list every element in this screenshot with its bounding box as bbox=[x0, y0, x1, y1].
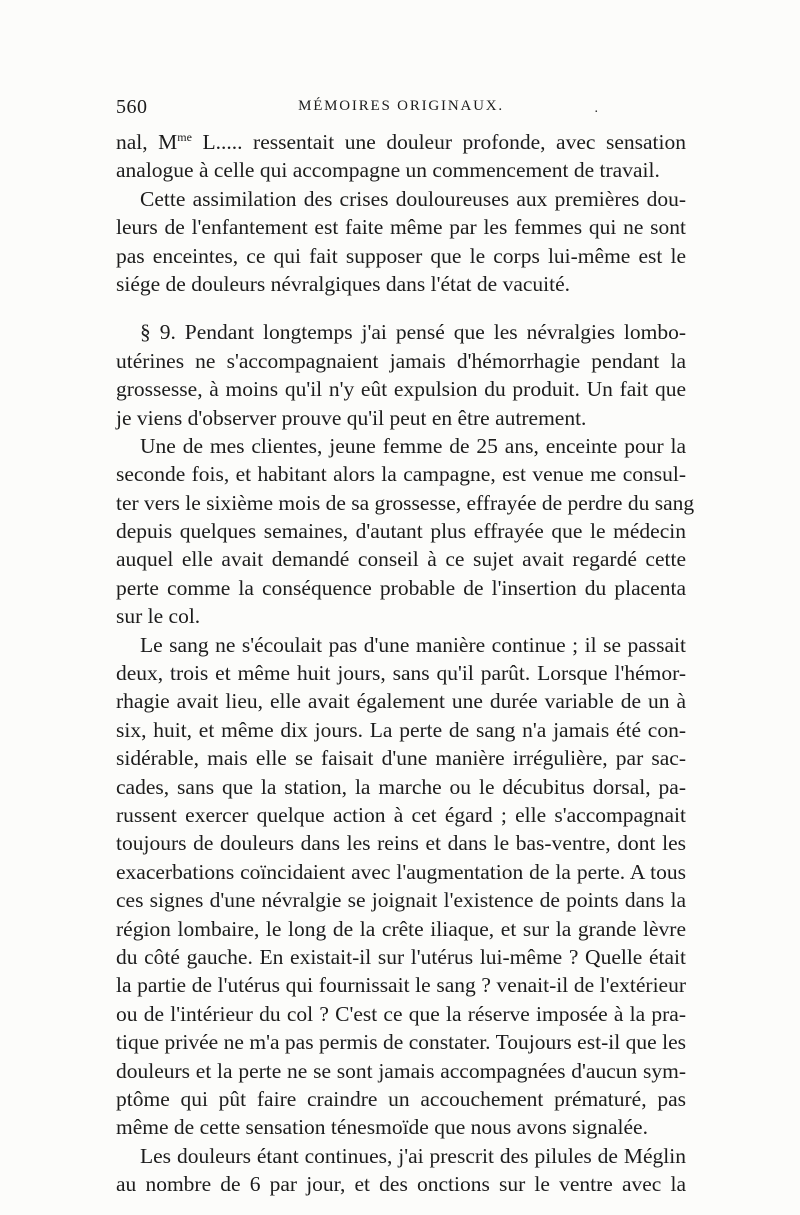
text-line: toujours de douleurs dans les reins et dans le bas-ventre, dont les bbox=[116, 831, 686, 856]
text-line: ces signes d'une névralgie se joignait l'existence de points dans la bbox=[116, 888, 686, 913]
text-line: deux, trois et même huit jours, sans qu'il parût. Lorsque l'hémor- bbox=[116, 661, 686, 686]
text-line: du côté gauche. En existait-il sur l'utérus lui-même ? Quelle était bbox=[116, 944, 686, 969]
text-line: siége de douleurs névralgiques dans l'état de vacuité. bbox=[116, 271, 571, 296]
page-header bbox=[116, 96, 686, 124]
paragraph-gap bbox=[116, 298, 686, 318]
header-mark: . bbox=[594, 101, 598, 116]
running-title: MÉMOIRES ORIGINAUX. bbox=[298, 98, 504, 114]
text-line: grossesse, à moins qu'il n'y eût expulsion du produit. Un fait que bbox=[116, 377, 686, 402]
text-line: auquel elle avait demandé conseil à ce sujet avait regardé cette bbox=[116, 547, 686, 572]
page-number: 560 bbox=[116, 96, 148, 118]
text-line: ou de l'intérieur du col ? C'est ce que la réserve imposée à la pra- bbox=[116, 1001, 686, 1026]
text-line: tique privée ne m'a pas permis de constater. Toujours est-il que les bbox=[116, 1030, 686, 1055]
text-line: au nombre de 6 par jour, et des onctions sur le ventre avec la bbox=[116, 1172, 686, 1197]
text-line: russent exercer quelque action à cet égard ; elle s'accompagnait bbox=[116, 802, 686, 827]
text-line: perte comme la conséquence probable de l'insertion du placenta bbox=[116, 575, 686, 600]
text-line: cades, sans que la station, la marche ou le décubitus dorsal, pa- bbox=[116, 774, 686, 799]
text-line: Cette assimilation des crises douloureuses aux premières dou- bbox=[140, 186, 686, 211]
text-line: seconde fois, et habitant alors la campagne, est venue me consul- bbox=[116, 462, 686, 487]
text-line: leurs de l'enfantement est faite même par les femmes qui ne sont bbox=[116, 215, 686, 240]
text-line: la partie de l'utérus qui fournissait le sang ? venait-il de l'extérieur bbox=[116, 973, 686, 998]
text-line: Une de mes clientes, jeune femme de 25 ans, enceinte pour la bbox=[140, 433, 686, 458]
text-line: § 9. Pendant longtemps j'ai pensé que les névralgies lombo- bbox=[140, 320, 686, 345]
text-line: région lombaire, le long de la crête iliaque, et sur la grande lèvre bbox=[116, 916, 686, 941]
text-line: six, huit, et même dix jours. La perte de sang n'a jamais été con- bbox=[116, 717, 686, 742]
text-line: analogue à celle qui accompagne un commencement de travail. bbox=[116, 158, 660, 183]
text-line: pas enceintes, ce qui fait supposer que le corps lui-même est le bbox=[116, 243, 686, 268]
text-line: depuis quelques semaines, d'autant plus effrayée que le médecin bbox=[116, 519, 686, 544]
superscript: me bbox=[177, 130, 192, 144]
text-line: exacerbations coïncidaient avec l'augmentation de la perte. A tous bbox=[116, 859, 686, 884]
text-line: nal, $M^{me}$ L..... ressentait une douleur profonde, avec sensation bbox=[116, 130, 686, 154]
text-line: sur le col. bbox=[116, 604, 201, 629]
text-line: douleurs et la perte ne se sont jamais accompagnées d'aucun sym- bbox=[116, 1058, 686, 1083]
text-line: ter vers le sixième mois de sa grossesse, effrayée de perdre du sang bbox=[116, 490, 695, 515]
text-line: rhagie avait lieu, elle avait également une durée variable de un à bbox=[116, 689, 686, 714]
text-line: je viens d'observer prouve qu'il peut en être autrement. bbox=[116, 405, 587, 430]
text-line: ptôme qui pût faire craindre un accouchement prématuré, pas bbox=[116, 1086, 686, 1111]
text-line: Le sang ne s'écoulait pas d'une manière continue ; il se passait bbox=[140, 632, 686, 657]
body-text bbox=[116, 128, 695, 1198]
text-line: sidérable, mais elle se faisait d'une manière irrégulière, par sac- bbox=[116, 746, 686, 771]
text-line: même de cette sensation ténesmoïde que nous avons signalée. bbox=[116, 1115, 648, 1140]
text-line: Les douleurs étant continues, j'ai prescrit des pilules de Méglin bbox=[140, 1143, 686, 1168]
text-line: utérines ne s'accompagnaient jamais d'hémorrhagie pendant la bbox=[116, 348, 686, 373]
